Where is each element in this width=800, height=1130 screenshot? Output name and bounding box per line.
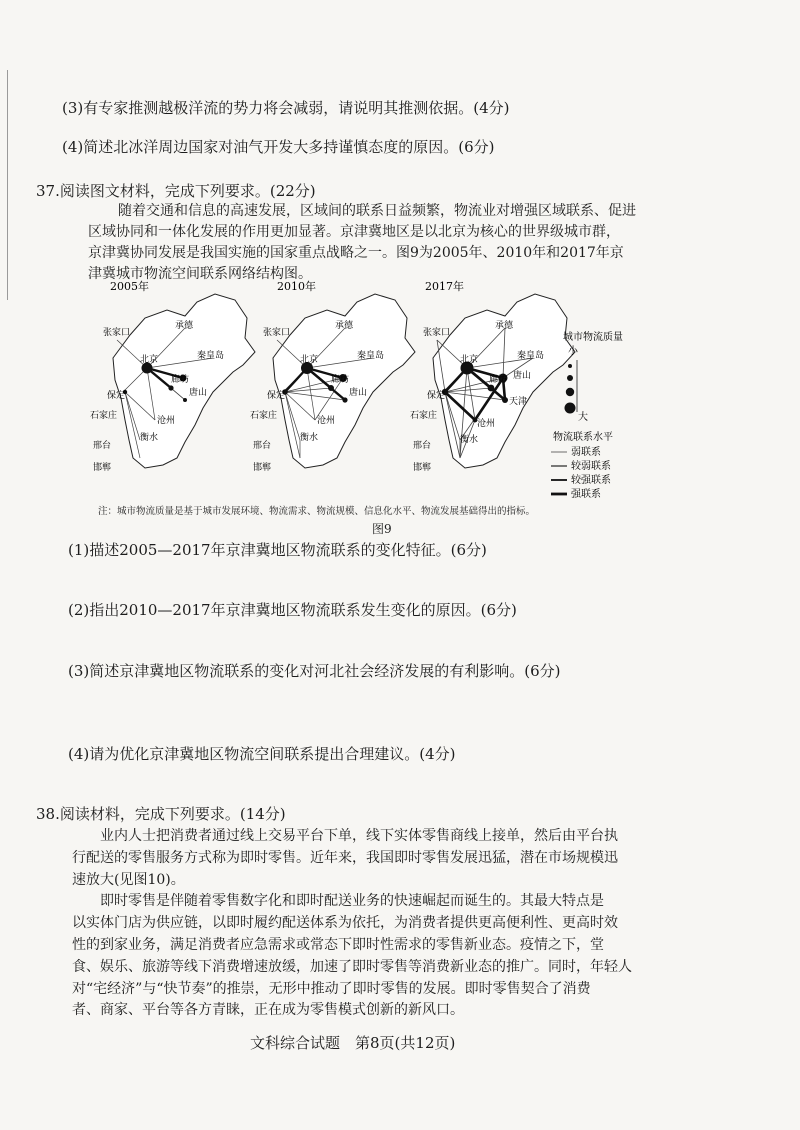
legend-quality-title: 城市物流质量 (563, 332, 623, 343)
city-node-langfang (328, 385, 334, 391)
city-node-tangshan (183, 398, 187, 402)
city-label: 天津 (509, 397, 528, 407)
city-label: 邢台 (253, 441, 272, 451)
q37-material-line-1: 随着交通和信息的高速发展，区域间的联系日益频繁，物流业对增强区域联系、促进 (118, 203, 636, 219)
city-label: 唐山 (189, 388, 208, 398)
legend-size-1 (568, 364, 572, 368)
prev-question-3: (3)有专家推测越极洋流的势力将会减弱，请说明其推测依据。(4分) (62, 99, 510, 117)
map-year-2010: 2010年 (277, 280, 316, 293)
city-label: 衡水 (460, 435, 479, 445)
city-label: 北京 (300, 355, 319, 365)
city-label: 邯郸 (253, 463, 272, 473)
city-label: 承德 (175, 321, 194, 331)
city-label: 唐山 (513, 371, 532, 381)
legend-level-fairly-weak: 较弱联系 (571, 461, 611, 472)
city-label: 邯郸 (413, 463, 432, 473)
q37-material-line-4: 津冀城市物流空间联系网络结构图。 (88, 266, 312, 282)
map-2005 (90, 280, 255, 473)
figure-note: 注：城市物流质量是基于城市发展环境、物流需求、物流规模、信息化水平、物流发展基础得出的指标。 (98, 506, 536, 517)
city-node-tangshan (342, 397, 347, 402)
map-2017 (410, 280, 575, 473)
legend-level-fairly-strong: 较强联系 (571, 475, 611, 486)
city-label: 保定 (427, 391, 446, 401)
city-label: 承德 (335, 321, 354, 331)
map-year-2005: 2005年 (110, 280, 149, 293)
city-label: 廊坊 (331, 375, 350, 385)
q38-title: 38.阅读材料，完成下列要求。(14分) (36, 805, 286, 823)
legend-size-3 (566, 388, 574, 396)
city-label: 石家庄 (410, 411, 438, 421)
city-label: 保定 (267, 391, 286, 401)
q37-sub-4: (4)请为优化京津冀地区物流空间联系提出合理建议。(4分) (68, 745, 456, 763)
city-label: 衡水 (300, 433, 319, 443)
city-label: 沧州 (477, 419, 496, 429)
legend-level-weak: 弱联系 (571, 447, 601, 458)
city-label: 张家口 (423, 328, 451, 338)
city-label: 廊坊 (171, 375, 190, 385)
city-label: 沧州 (317, 416, 336, 426)
city-label: 张家口 (263, 328, 291, 338)
logistics-network-figure (85, 280, 645, 500)
q38-p2-line-1: 即时零售是伴随着零售数字化和即时配送业务的快速崛起而诞生的。其最大特点是 (100, 893, 604, 909)
city-label: 承德 (495, 321, 514, 331)
page-footer: 文科综合试题 第8页(共12页) (250, 1034, 456, 1052)
q37-sub-1: (1)描述2005—2017年京津冀地区物流联系的变化特征。(6分) (68, 541, 487, 559)
q37-title: 37.阅读图文材料，完成下列要求。(22分) (36, 182, 316, 200)
q38-p2-line-5: 对“宅经济”与“快节奏”的推崇，无形中推动了即时零售的发展。即时零售契合了消费 (72, 981, 591, 997)
q38-p2-line-2: 以实体门店为供应链，以即时履约配送体系为依托，为消费者提供更高便利性、更高时效 (72, 915, 618, 931)
city-label: 北京 (140, 355, 159, 365)
city-label: 秦皇岛 (357, 351, 385, 361)
city-node-langfang (488, 385, 495, 392)
q37-sub-2: (2)指出2010—2017年京津冀地区物流联系发生变化的原因。(6分) (68, 601, 517, 619)
city-label: 石家庄 (250, 411, 278, 421)
city-label: 北京 (460, 355, 479, 365)
city-label: 邢台 (93, 441, 112, 451)
legend-size-4 (565, 403, 576, 414)
city-node-langfang (168, 385, 173, 390)
q38-p2-line-6: 者、商家、平台等各方青睐，正在成为零售模式创新的新风口。 (72, 1002, 464, 1018)
city-label: 廊坊 (489, 375, 508, 385)
legend-level-strong: 强联系 (571, 489, 601, 500)
q38-p1-line-1: 业内人士把消费者通过线上交易平台下单，线下实体零售商线上接单，然后由平台执 (100, 828, 618, 844)
city-label: 秦皇岛 (197, 351, 225, 361)
q37-material-line-3: 京津冀协同发展是我国实施的国家重点战略之一。图9为2005年、2010年和2017年京 (88, 245, 624, 261)
q38-p2-line-3: 性的到家业务，满足消费者应急需求或常态下即时性需求的零售新业态。疫情之下，堂 (72, 937, 604, 953)
city-label: 石家庄 (90, 411, 118, 421)
legend-size-2 (567, 375, 573, 381)
prev-question-4: (4)简述北冰洋周边国家对油气开发大多持谨慎态度的原因。(6分) (62, 138, 495, 156)
city-label: 保定 (107, 391, 126, 401)
legend-level-title: 物流联系水平 (553, 432, 613, 443)
city-label: 唐山 (349, 388, 368, 398)
legend-small: 小 (568, 346, 578, 357)
city-label: 邢台 (413, 441, 432, 451)
margin-line (7, 70, 8, 300)
q37-material-line-2: 区域协同和一体化发展的作用更加显著。京津冀地区是以北京为核心的世界级城市群， (88, 224, 620, 240)
q38-p1-line-3: 速放大(见图10)。 (72, 872, 185, 888)
q38-p1-line-2: 行配送的零售服务方式称为即时零售。近年来，我国即时零售发展迅猛，潜在市场规模迅 (72, 850, 618, 866)
city-label: 秦皇岛 (517, 351, 545, 361)
map-2010 (250, 280, 415, 473)
figure-caption: 图9 (372, 522, 392, 536)
city-label: 张家口 (103, 328, 131, 338)
q38-p2-line-4: 食、娱乐、旅游等线下消费增速放缓，加速了即时零售等消费新业态的推广。同时，年轻人 (72, 959, 632, 975)
city-label: 衡水 (140, 433, 159, 443)
city-node-tangshan (502, 397, 508, 403)
legend-large: 大 (578, 412, 588, 423)
city-label: 沧州 (157, 416, 176, 426)
q37-sub-3: (3)简述京津冀地区物流联系的变化对河北社会经济发展的有利影响。(6分) (68, 662, 561, 680)
city-label: 邯郸 (93, 463, 112, 473)
map-year-2017: 2017年 (425, 280, 464, 293)
